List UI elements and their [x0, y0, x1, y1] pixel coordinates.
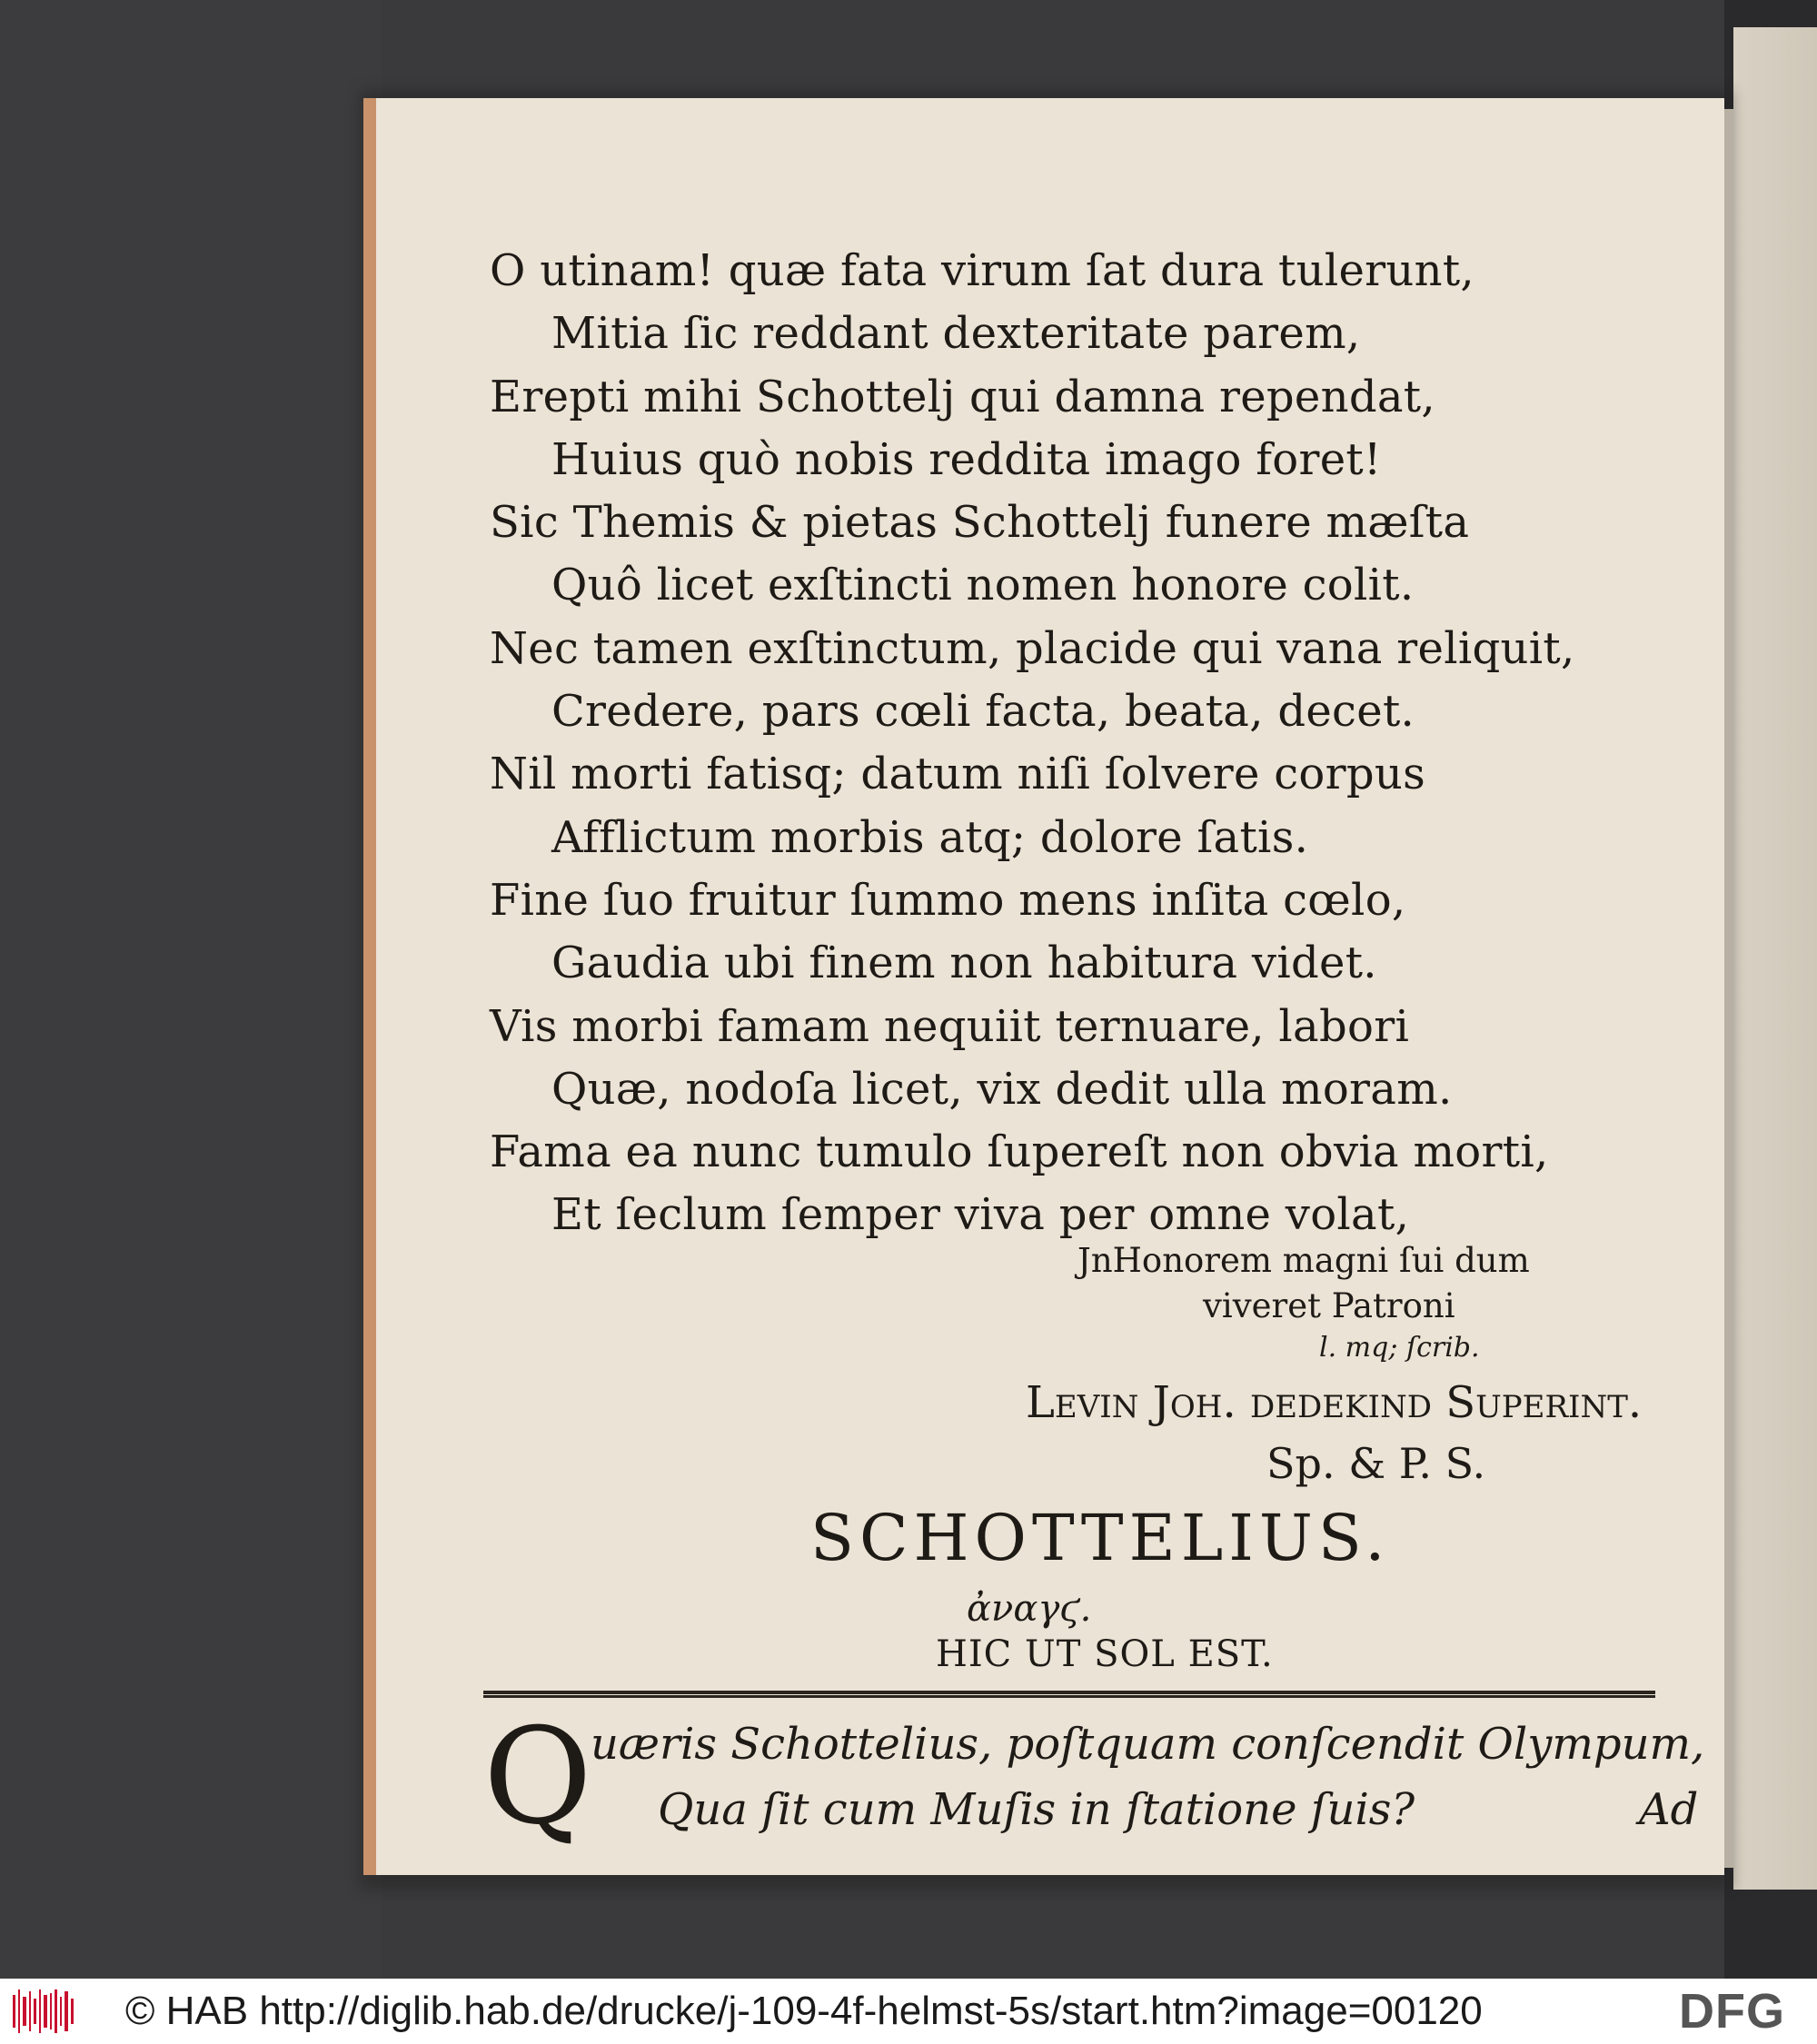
book-page	[363, 98, 1724, 1875]
page-gutter	[1724, 109, 1733, 1868]
poem-line: Vis morbi famam nequiit ternuare, labori	[490, 1000, 1410, 1052]
dfg-logo: DFG	[1679, 1984, 1785, 2039]
author-affiliation: Sp. & P. S.	[1266, 1439, 1486, 1488]
poem-line: Erepti mihi Schottelj qui damna rependat,	[490, 371, 1435, 422]
dedication-line: JnHonorem magni ſui dum	[1077, 1241, 1530, 1280]
author-name: Levin Joh. dedekind Superint.	[1026, 1377, 1643, 1428]
poem-line: Sic Themis & pietas Schottelj funere mæſta	[490, 497, 1470, 549]
poem-line: Huius quò nobis reddita imago foret!	[551, 433, 1382, 485]
poem-line: Quæ, nodoſa licet, vix dedit ulla moram.	[551, 1063, 1453, 1115]
barcode-icon	[13, 1989, 76, 2033]
poem	[490, 240, 1671, 1247]
viewer-background	[0, 0, 382, 1979]
verse-line: uæris Schottelius, poſtquam conſcendit Olympum,	[591, 1719, 1705, 1770]
section-heading: SCHOTTELIUS.	[810, 1501, 1391, 1575]
ornamental-rule	[483, 1691, 1655, 1698]
drop-cap: Q	[483, 1700, 592, 1854]
poem-line: Fama ea nunc tumulo ſupereſt non obvia morti,	[490, 1126, 1549, 1178]
scribe-note: l. mq; ſcrib.	[1319, 1332, 1480, 1364]
poem-line: Et ſeclum ſemper viva per omne volat,	[551, 1189, 1410, 1241]
poem-line: Credere, pars cœli facta, beata, decet.	[551, 686, 1415, 738]
poem-line: Nec tamen exſtinctum, placide qui vana reliquit,	[490, 622, 1575, 674]
copyright-link[interactable]: © HAB http://diglib.hab.de/drucke/j-109-4f-helmst-5s/start.htm?image=00120	[125, 1989, 1483, 2033]
catchword: Ad	[1639, 1784, 1699, 1835]
poem-line: Nil morti fatisq; datum niſi ſolvere corpus	[490, 749, 1426, 800]
poem-line: Fine ſuo fruitur ſummo mens inſita cœlo,	[490, 874, 1406, 926]
facing-page-edge	[1733, 27, 1817, 1890]
poem-line: Afflictum morbis atq; dolore ſatis.	[551, 811, 1309, 863]
dedication-line: viveret Patroni	[1203, 1286, 1455, 1325]
footer-bar	[0, 1979, 1817, 2044]
poem-line: Gaudia ubi finem non habitura videt.	[551, 938, 1377, 989]
anagram-label: ἀναγϛ.	[967, 1588, 1092, 1630]
poem-line: Mitia ſic reddant dexteritate parem,	[551, 308, 1361, 360]
poem-line: Quô licet exſtincti nomen honore colit.	[551, 560, 1415, 611]
anagram-text: HIC UT SOL EST.	[936, 1633, 1274, 1675]
poem-line: O utinam! quæ fata virum ſat dura tulerunt,	[490, 245, 1474, 296]
verse-line: Qua ſit cum Muſis in ſtatione ſuis?	[658, 1784, 1415, 1835]
